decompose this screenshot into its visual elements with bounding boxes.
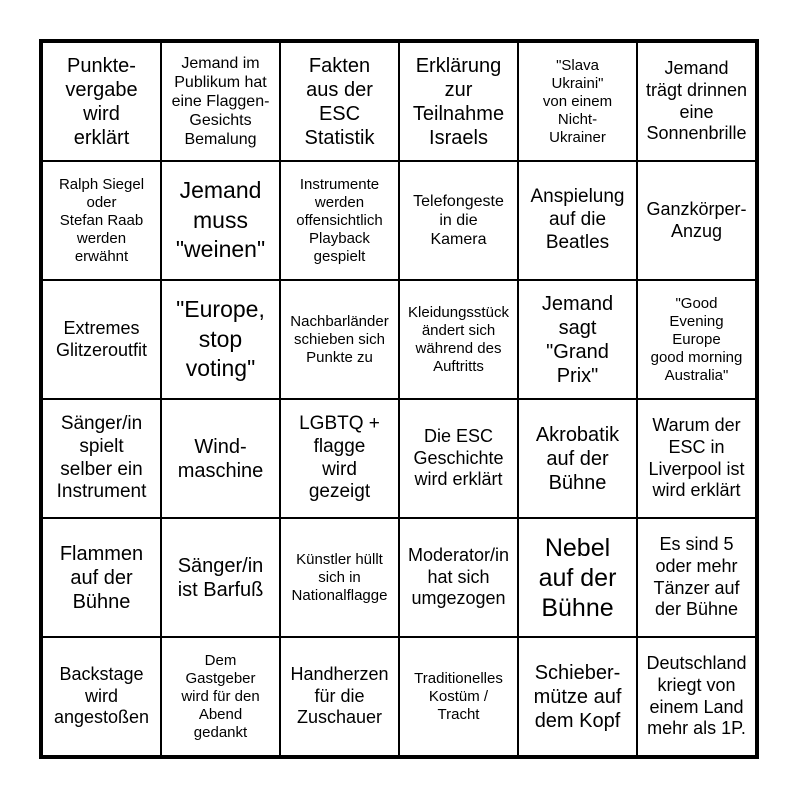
bingo-cell-r4-c5: Akrobatik auf der Bühne — [518, 399, 637, 518]
bingo-cell-r4-c6: Warum der ESC in Liverpool ist wird erklärt — [637, 399, 756, 518]
bingo-cell-r3-c1: Extremes Glitzeroutfit — [42, 280, 161, 399]
bingo-cell-r2-c1: Ralph Siegel oder Stefan Raab werden erwähnt — [42, 161, 161, 280]
bingo-cell-r6-c3: Handherzen für die Zuschauer — [280, 637, 399, 756]
bingo-cell-r1-c3: Fakten aus der ESC Statistik — [280, 42, 399, 161]
bingo-cell-r6-c6: Deutschland kriegt von einem Land mehr als 1P. — [637, 637, 756, 756]
bingo-cell-r3-c4: Kleidungsstück ändert sich während des Auftritts — [399, 280, 518, 399]
bingo-cell-r5-c1: Flammen auf der Bühne — [42, 518, 161, 637]
bingo-cell-r6-c5: Schieber- mütze auf dem Kopf — [518, 637, 637, 756]
bingo-cell-r3-c3: Nachbarländer schieben sich Punkte zu — [280, 280, 399, 399]
bingo-cell-r1-c4: Erklärung zur Teilnahme Israels — [399, 42, 518, 161]
bingo-cell-r5-c3: Künstler hüllt sich in Nationalflagge — [280, 518, 399, 637]
bingo-cell-r2-c2: Jemand muss "weinen" — [161, 161, 280, 280]
bingo-cell-r2-c4: Telefongeste in die Kamera — [399, 161, 518, 280]
bingo-cell-r3-c5: Jemand sagt "Grand Prix" — [518, 280, 637, 399]
bingo-cell-r5-c6: Es sind 5 oder mehr Tänzer auf der Bühne — [637, 518, 756, 637]
bingo-cell-r1-c1: Punkte- vergabe wird erklärt — [42, 42, 161, 161]
bingo-cell-r4-c4: Die ESC Geschichte wird erklärt — [399, 399, 518, 518]
bingo-cell-r4-c1: Sänger/in spielt selber ein Instrument — [42, 399, 161, 518]
bingo-cell-r5-c4: Moderator/in hat sich umgezogen — [399, 518, 518, 637]
bingo-cell-r3-c6: "Good Evening Europe good morning Australia" — [637, 280, 756, 399]
bingo-cell-r2-c6: Ganzkörper- Anzug — [637, 161, 756, 280]
bingo-cell-r5-c5: Nebel auf der Bühne — [518, 518, 637, 637]
bingo-cell-r3-c2: "Europe, stop voting" — [161, 280, 280, 399]
bingo-cell-r4-c2: Wind- maschine — [161, 399, 280, 518]
bingo-board — [39, 39, 759, 759]
bingo-cell-r6-c2: Dem Gastgeber wird für den Abend gedankt — [161, 637, 280, 756]
bingo-cell-r4-c3: LGBTQ + flagge wird gezeigt — [280, 399, 399, 518]
bingo-cell-r1-c6: Jemand trägt drinnen eine Sonnenbrille — [637, 42, 756, 161]
bingo-cell-r6-c4: Traditionelles Kostüm / Tracht — [399, 637, 518, 756]
bingo-cell-r6-c1: Backstage wird angestoßen — [42, 637, 161, 756]
bingo-cell-r2-c5: Anspielung auf die Beatles — [518, 161, 637, 280]
bingo-cell-r1-c2: Jemand im Publikum hat eine Flaggen- Gesichts Bemalung — [161, 42, 280, 161]
bingo-cell-r2-c3: Instrumente werden offensichtlich Playback gespielt — [280, 161, 399, 280]
bingo-cell-r1-c5: "Slava Ukraini" von einem Nicht- Ukrainer — [518, 42, 637, 161]
bingo-cell-r5-c2: Sänger/in ist Barfuß — [161, 518, 280, 637]
